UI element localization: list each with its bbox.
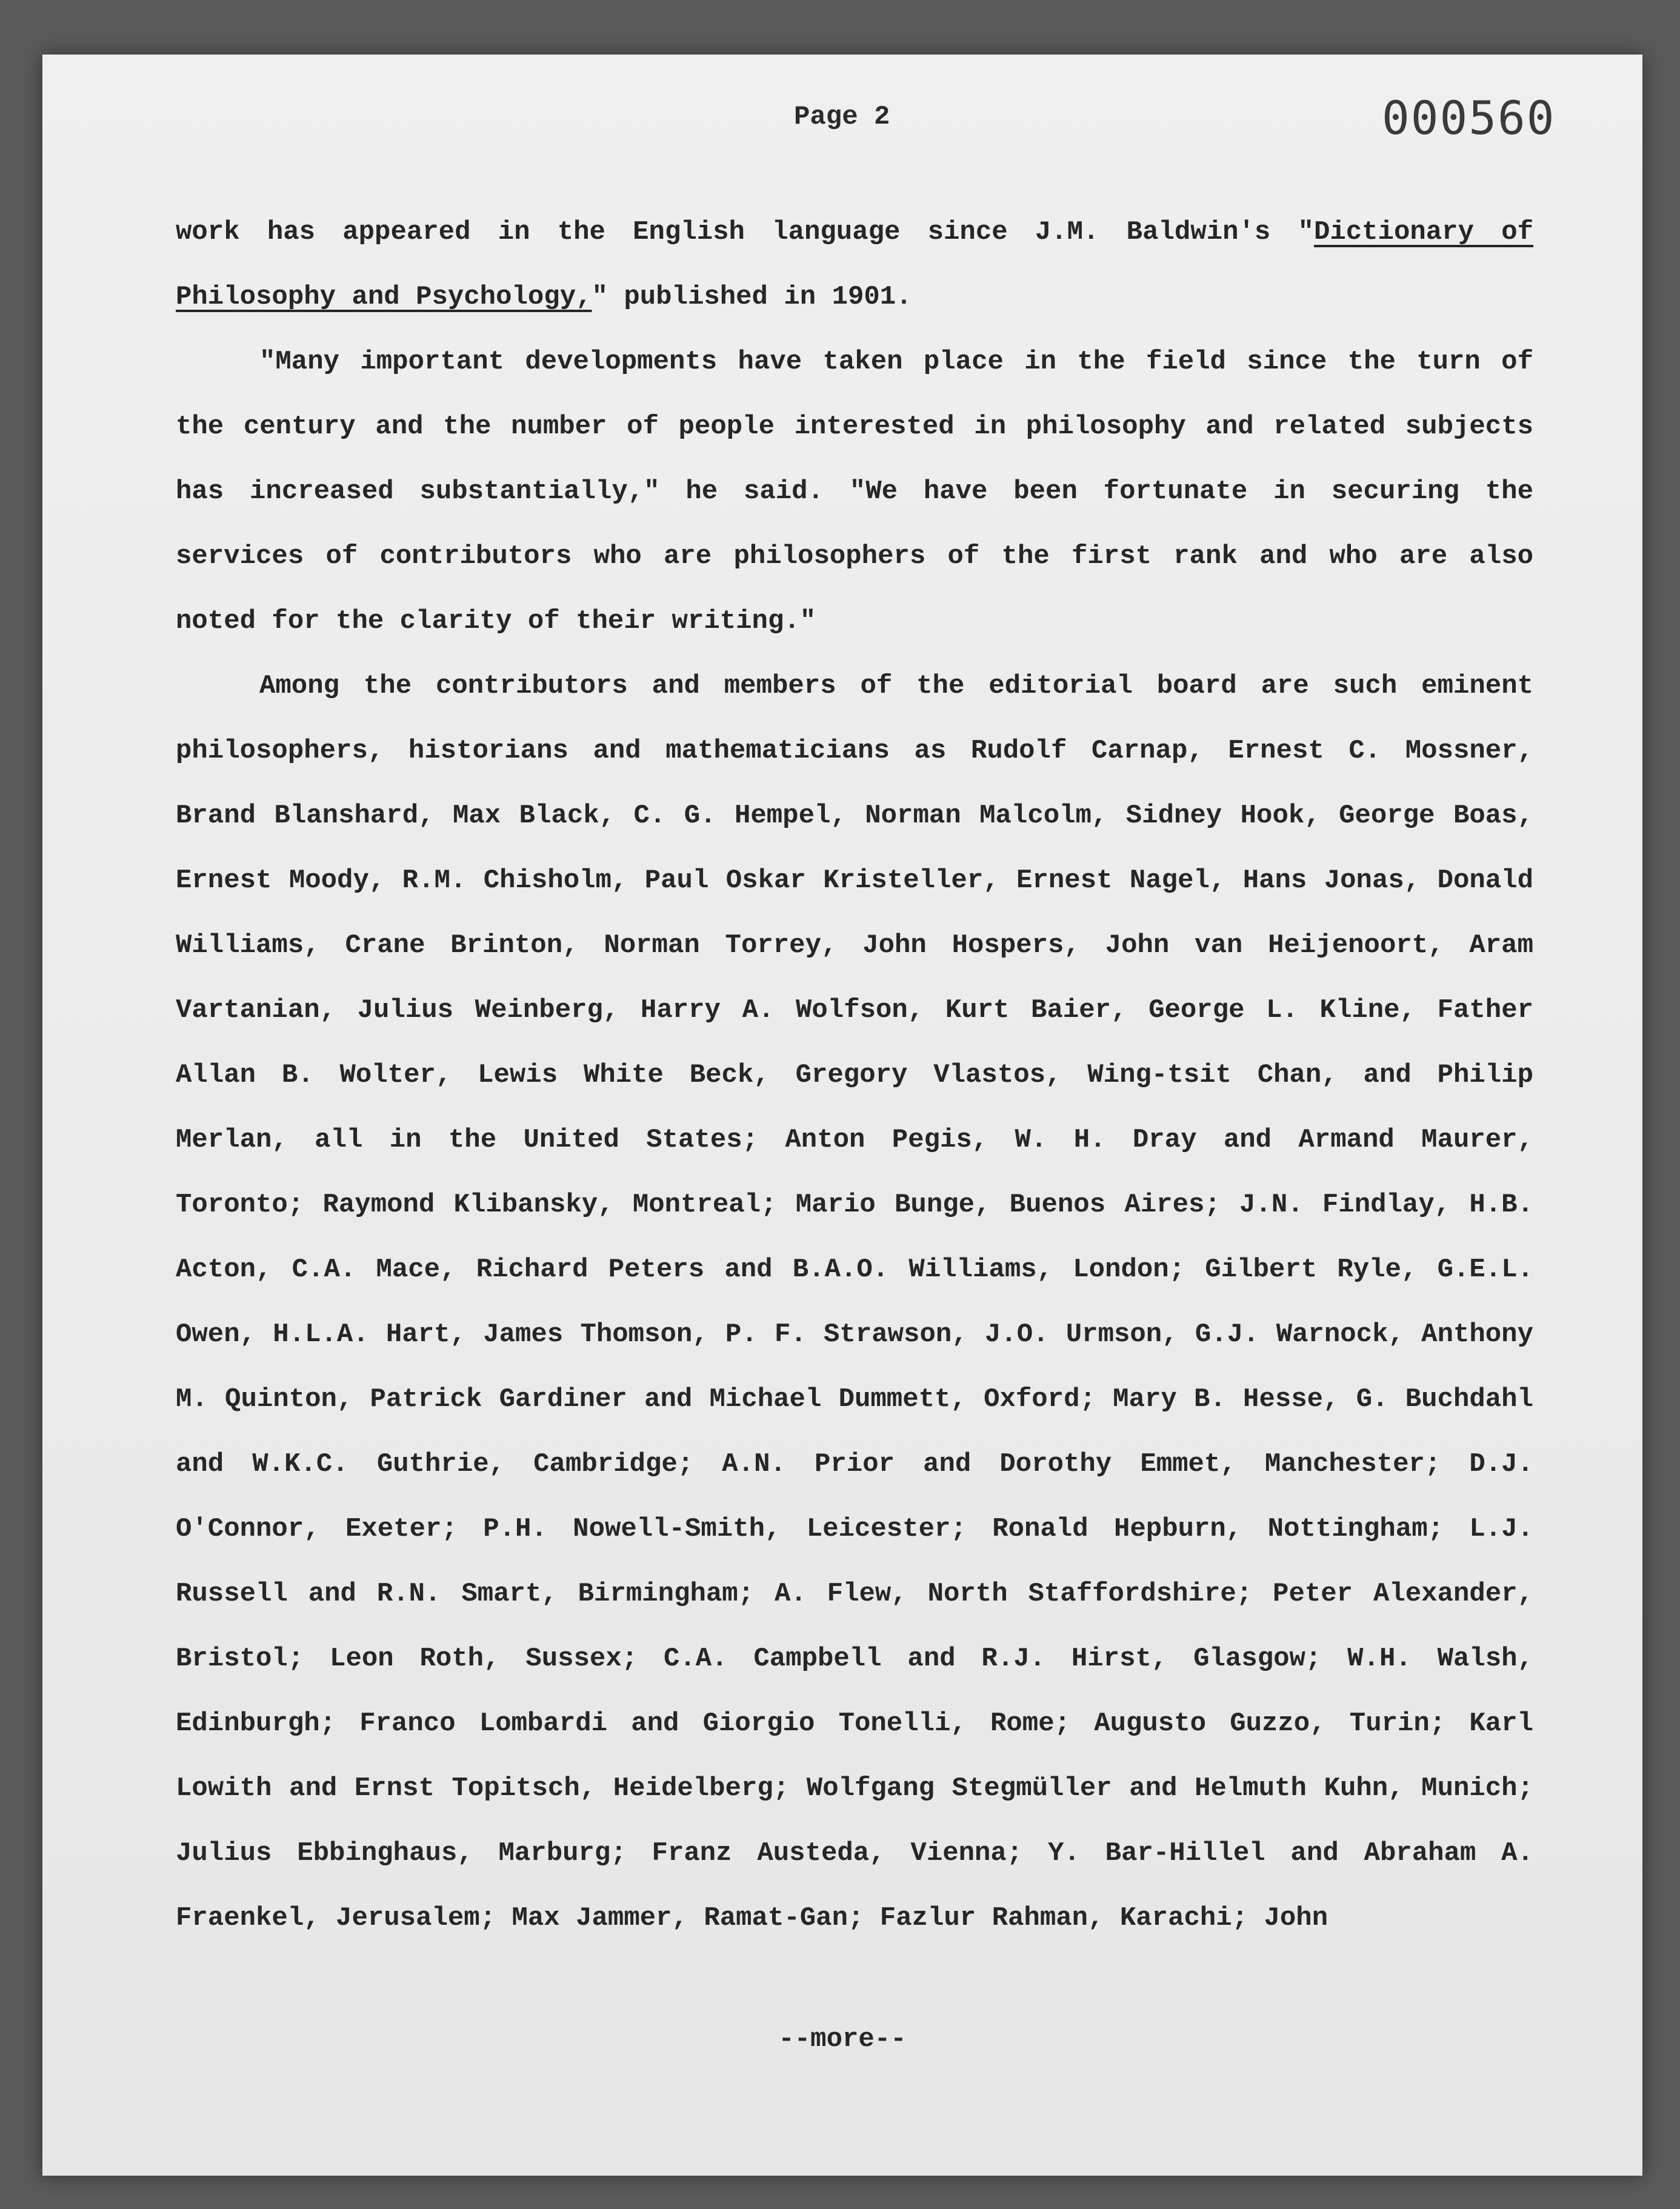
typed-page: [42, 55, 1642, 2176]
page-header: [42, 91, 1642, 164]
paragraph-1-text-start: work has appeared in the English language since J.M. Baldwin's ": [176, 217, 1314, 247]
document-body: [176, 200, 1533, 1951]
paragraph-1-text-end: " published in 1901.: [592, 282, 912, 312]
document-stamp-number: 000560: [1382, 91, 1556, 145]
paragraph-1: [176, 200, 1533, 330]
paragraph-3: Among the contributors and members of the editorial board are such eminent philosophers, historians and mathematicians as Rudolf Carnap, Ernest C. Mossner, Brand Blanshard, Max Black, C. G. Hempel, Norman Malcolm, Sidney Hook, George Boas, Ernest Moody, R.M. Chisholm, Paul Oskar Kristeller, Ernest Nagel, Hans Jonas, Donald Williams, Crane Brinton, Norman Torrey, John Hospers, John van Heijenoort, Aram Vartanian, Julius Weinberg, Harry A. Wolfson, Kurt Baier, George L. Kline, Father Allan B. Wolter, Lewis White Beck, Gregory Vlastos, Wing-tsit Chan, and Philip Merlan, all in the United States; Anton Pegis, W. H. Dray and Armand Maurer, Toronto; Raymond Klibansky, Montreal; Mario Bunge, Buenos Aires; J.N. Findlay, H.B. Acton, C.A. Mace, Richard Peters and B.A.O. Williams, London; Gilbert Ryle, G.E.L. Owen, H.L.A. Hart, James Thomson, P. F. Strawson, J.O. Urmson, G.J. Warnock, Anthony M. Quinton, Patrick Gardiner and Michael Dummett, Oxford; Mary B. Hesse, G. Buchdahl and W.K.C. Guthrie, Cambridge; A.N. Prior and Dorothy Emmet, Manchester; D.J. O'Connor, Exeter; P.H. Nowell-Smith, Leicester; Ronald Hepburn, Nottingham; L.J. Russell and R.N. Smart, Birmingham; A. Flew, North Staffordshire; Peter Alexander, Bristol; Leon Roth, Sussex; C.A. Campbell and R.J. Hirst, Glasgow; W.H. Walsh, Edinburgh; Franco Lombardi and Giorgio Tonelli, Rome; Augusto Guzzo, Turin; Karl Lowith and Ernst Topitsch, Heidelberg; Wolfgang Stegmüller and Helmuth Kuhn, Munich; Julius Ebbinghaus, Marburg; Franz Austeda, Vienna; Y. Bar-Hillel and Abraham A. Fraenkel, Jerusalem; Max Jammer, Ramat-Gan; Fazlur Rahman, Karachi; John: [176, 671, 1533, 1933]
paragraph-2: "Many important developments have taken place in the field since the turn of the century and the number of people interested in philosophy and related subjects has increased substantially," he said. "We have been fortunate in securing the services of contributors who are philosophers of the first rank and who are also noted for the clarity of their writing.": [176, 347, 1533, 636]
continuation-marker: --more--: [778, 2024, 907, 2054]
page-number-label: Page 2: [794, 102, 890, 132]
book-title: Dictionary of Philosophy and Psychology,: [176, 217, 1533, 312]
